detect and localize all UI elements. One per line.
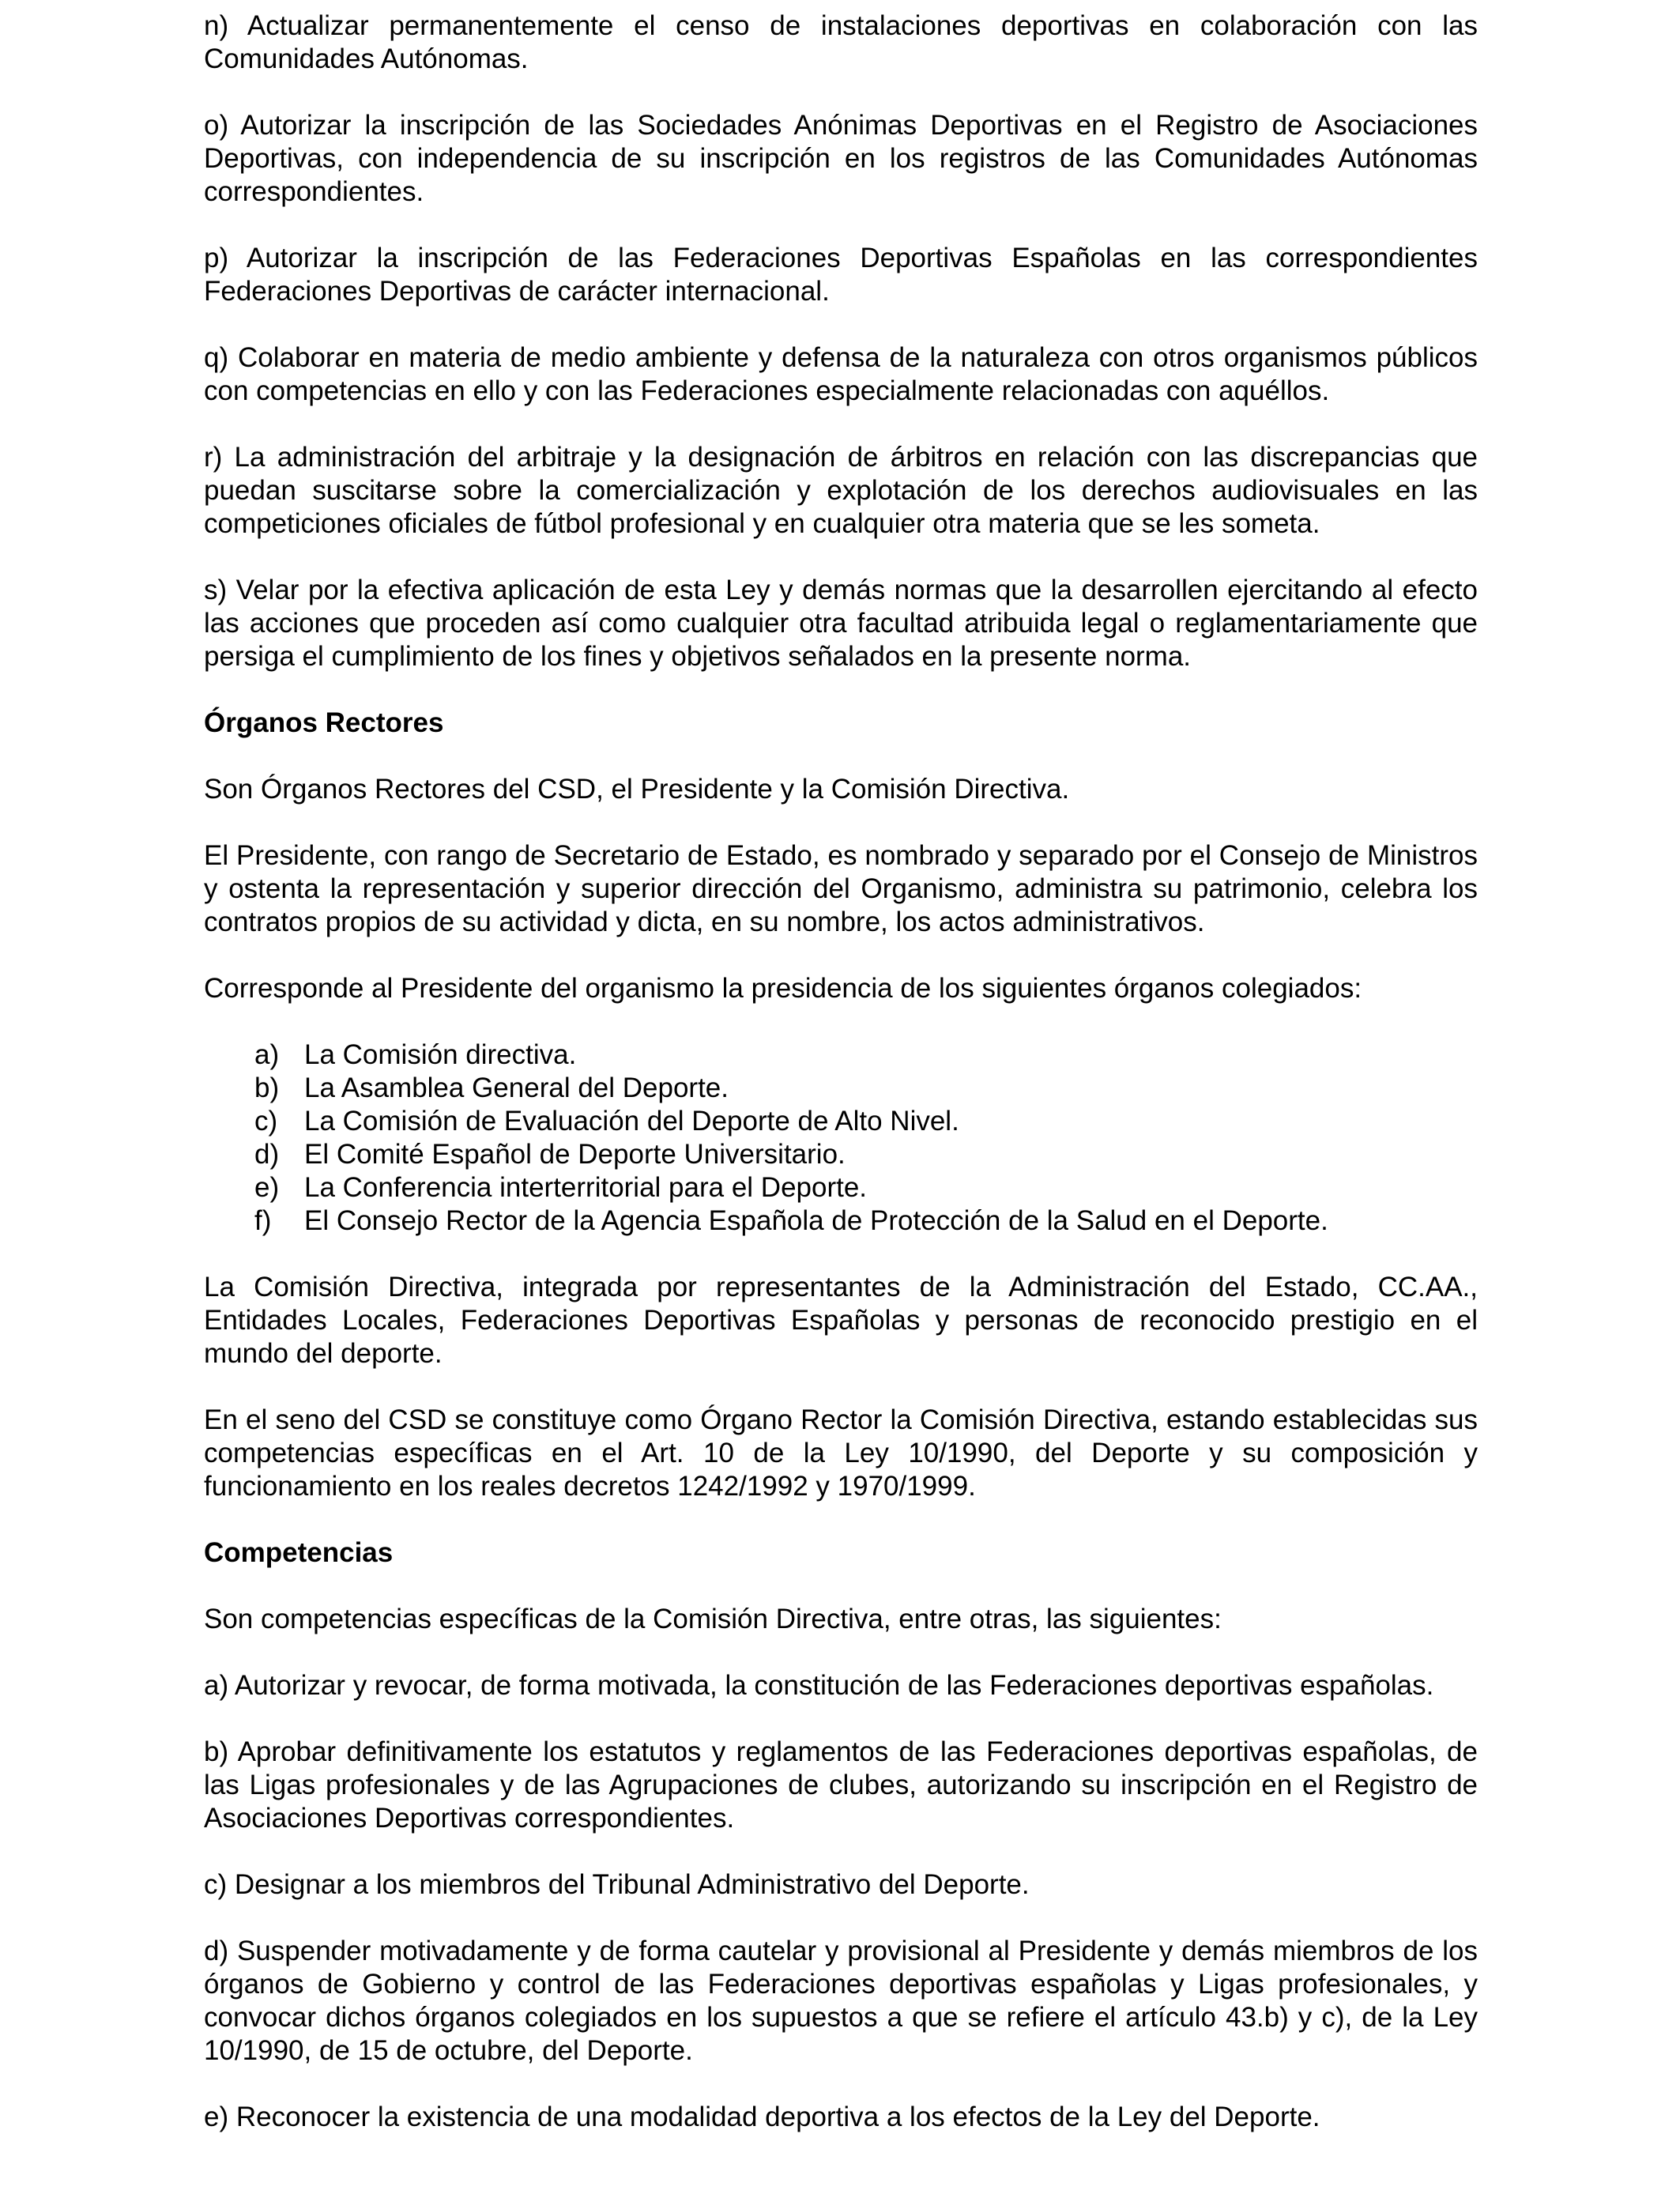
list-item-text: La Comisión de Evaluación del Deporte de Alto Nivel. xyxy=(304,1106,959,1137)
list-item-text: La Comisión directiva. xyxy=(304,1039,577,1070)
organos-list xyxy=(204,1039,1478,1238)
organos-paragraph-2: El Presidente, con rango de Secretario de Estado, es nombrado y separado por el Consejo de Ministros y ostenta la representación y superior dirección del Organismo, administra su patrimonio, celebra los contratos propios de su actividad y dicta, en su nombre, los actos administrativos. xyxy=(204,840,1478,937)
paragraph-item-s: s) Velar por la efectiva aplicación de esta Ley y demás normas que la desarrollen ejercitando al efecto las acciones que proceden así como cualquier otra facultad atribuida legal o reglamentariamente que persiga el cumplimiento de los fines y objetivos señalados en la presente norma. xyxy=(204,575,1478,672)
competencias-intro: Son competencias específicas de la Comisión Directiva, entre otras, las siguientes: xyxy=(204,1604,1222,1634)
competencia-item-d: d) Suspender motivadamente y de forma cautelar y provisional al Presidente y demás miembros de los órganos de Gobierno y control de las Federaciones deportivas españolas y Ligas profesionales, y convocar dichos órganos colegiados en los supuestos a que se refiere el artículo 43.b) y c), de la Ley 10/1990, de 15 de octubre, del Deporte. xyxy=(204,1936,1478,2066)
organos-paragraph-3: Corresponde al Presidente del organismo la presidencia de los siguientes órganos colegiados: xyxy=(204,973,1362,1004)
paragraph-item-p: p) Autorizar la inscripción de las Federaciones Deportivas Españolas en las correspondientes Federaciones Deportivas de carácter internacional. xyxy=(204,243,1478,307)
section-heading-organos: Órganos Rectores xyxy=(204,707,444,738)
list-item-text: El Comité Español de Deporte Universitario. xyxy=(304,1139,846,1170)
list-item xyxy=(204,1138,1478,1171)
organos-paragraph-4: La Comisión Directiva, integrada por representantes de la Administración del Estado, CC.AA., Entidades Locales, Federaciones Deportivas Españolas y personas de reconocido prestigio en el mundo del deporte. xyxy=(204,1272,1478,1369)
paragraph-item-q: q) Colaborar en materia de medio ambiente y defensa de la naturaleza con otros organismos públicos con competencias en ello y con las Federaciones especialmente relacionadas con aquéllos. xyxy=(204,342,1478,406)
paragraph-item-n: n) Actualizar permanentemente el censo de instalaciones deportivas en colaboración con las Comunidades Autónomas. xyxy=(204,10,1478,74)
list-marker: b) xyxy=(254,1072,280,1103)
list-item xyxy=(204,1204,1478,1238)
list-marker: e) xyxy=(254,1172,280,1203)
list-item-text: La Conferencia interterritorial para el Deporte. xyxy=(304,1172,868,1203)
list-marker: d) xyxy=(254,1139,280,1170)
competencia-item-a: a) Autorizar y revocar, de forma motivada, la constitución de las Federaciones deportivas españolas. xyxy=(204,1670,1434,1701)
list-marker: f) xyxy=(254,1205,272,1236)
list-marker: c) xyxy=(254,1106,278,1137)
list-marker: a) xyxy=(254,1039,280,1070)
list-item xyxy=(204,1072,1478,1105)
competencia-item-b: b) Aprobar definitivamente los estatutos y reglamentos de las Federaciones deportivas españolas, de las Ligas profesionales y de las Agrupaciones de clubes, autorizando su inscripción en el Registro de Asociaciones Deportivas correspondientes. xyxy=(204,1736,1478,1834)
organos-paragraph-5: En el seno del CSD se constituye como Órgano Rector la Comisión Directiva, estando establecidas sus competencias específicas en el Art. 10 de la Ley 10/1990, del Deporte y su composición y funcionamiento en los reales decretos 1242/1992 y 1970/1999. xyxy=(204,1404,1478,1502)
paragraph-item-r: r) La administración del arbitraje y la designación de árbitros en relación con las discrepancias que puedan suscitarse sobre la comercialización y explotación de los derechos audiovisuales en las competiciones oficiales de fútbol profesional y en cualquier otra materia que se les someta. xyxy=(204,442,1478,539)
list-item-text: El Consejo Rector de la Agencia Española de Protección de la Salud en el Deporte. xyxy=(304,1205,1328,1236)
document-page xyxy=(204,9,1478,2167)
organos-paragraph-1: Son Órganos Rectores del CSD, el Presidente y la Comisión Directiva. xyxy=(204,774,1070,805)
competencia-item-c: c) Designar a los miembros del Tribunal Administrativo del Deporte. xyxy=(204,1869,1030,1900)
list-item-text: La Asamblea General del Deporte. xyxy=(304,1072,729,1103)
competencia-item-e: e) Reconocer la existencia de una modalidad deportiva a los efectos de la Ley del Deporte. xyxy=(204,2102,1320,2132)
paragraph-item-o: o) Autorizar la inscripción de las Sociedades Anónimas Deportivas en el Registro de Asociaciones Deportivas, con independencia de su inscripción en los registros de las Comunidades Autónomas correspondientes. xyxy=(204,110,1478,207)
list-item xyxy=(204,1039,1478,1072)
section-heading-competencias: Competencias xyxy=(204,1537,394,1568)
list-item xyxy=(204,1105,1478,1138)
list-item xyxy=(204,1171,1478,1204)
